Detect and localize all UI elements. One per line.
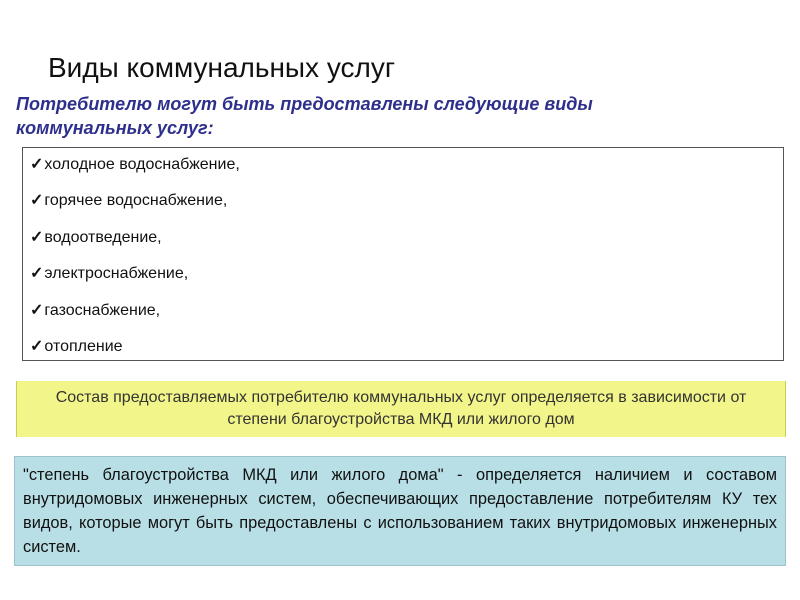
list-item-label: отопление: [44, 338, 123, 355]
slide-subtitle: Потребителю могут быть предоставлены следующие виды коммунальных услуг:: [16, 94, 593, 138]
list-item-label: холодное водоснабжение,: [44, 156, 240, 173]
list-item-label: горячее водоснабжение,: [44, 192, 228, 209]
list-item: [30, 300, 160, 320]
checkmark-icon: ✓: [30, 156, 44, 173]
definition-box: [14, 456, 786, 566]
list-item-label: газоснабжение,: [44, 302, 161, 319]
list-item: [30, 263, 188, 283]
list-item: [30, 190, 227, 210]
list-item-label: водоотведение,: [44, 229, 162, 246]
list-item: [30, 227, 162, 247]
definition-term: "степень благоустройства МКД или жилого дома": [23, 466, 444, 484]
checkmark-icon: ✓: [30, 192, 44, 209]
checkmark-icon: ✓: [30, 265, 44, 282]
checkmark-icon: ✓: [30, 302, 44, 319]
definition-text: - определяется наличием и составом внутридомовых инженерных систем, обеспечивающих предоставление потребителям КУ тех видов, которые могут быть предоставлены с использованием таких внутридомовых инженерных систем.: [23, 466, 777, 556]
list-item-label: электроснабжение,: [44, 265, 189, 282]
checkmark-icon: ✓: [30, 338, 44, 355]
checkmark-icon: ✓: [30, 229, 44, 246]
list-item: [30, 336, 123, 356]
services-note: Состав предоставляемых потребителю коммунальных услуг определяется в зависимости от степени благоустройства МКД или жилого дом: [16, 381, 786, 437]
list-item: [30, 154, 240, 174]
services-list: [22, 147, 784, 361]
slide-title: Виды коммунальных услуг: [48, 52, 396, 83]
